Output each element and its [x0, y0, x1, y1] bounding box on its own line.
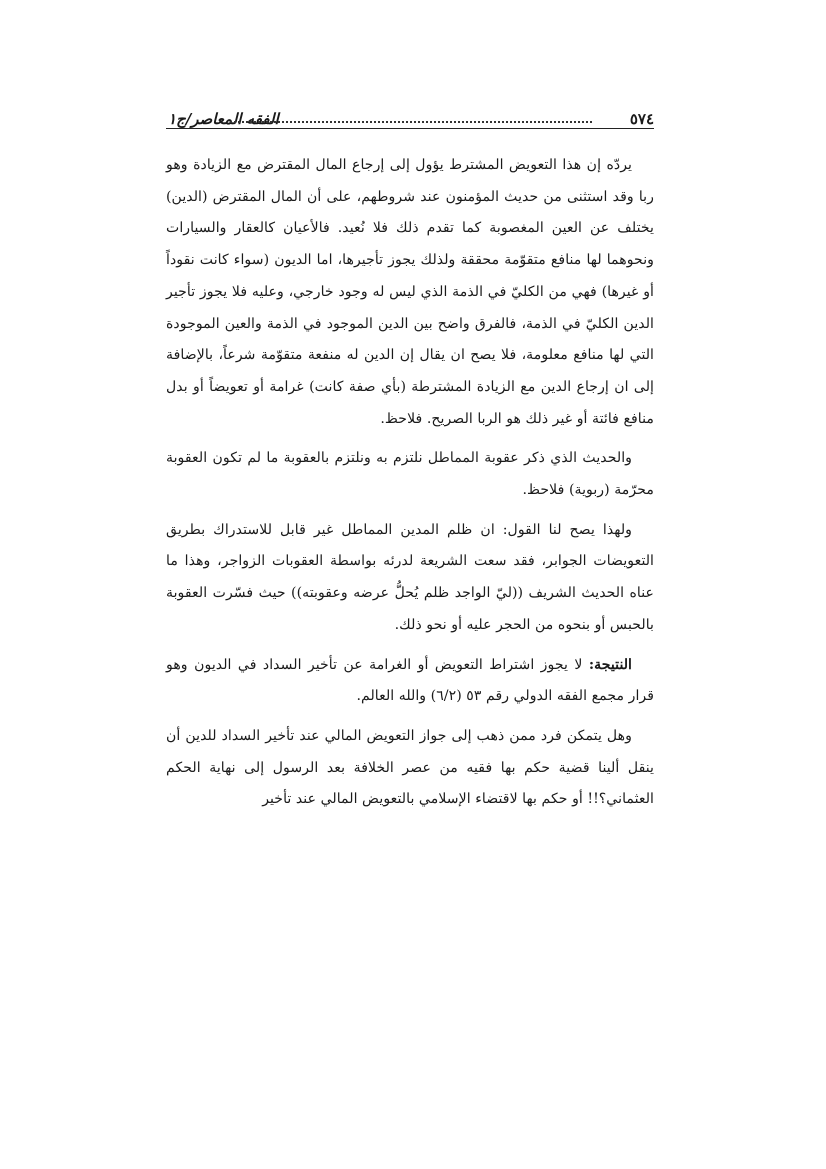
- result-text: لا يجوز اشتراط التعويض أو الغرامة عن تأخير السداد في الديون وهو قرار مجمع الفقه الدولي رقم ٥٣ (٦/٢) والله العالم.: [166, 656, 654, 705]
- paragraph-1: يردّه إن هذا التعويض المشترط يؤول إلى إرجاع المال المقترض مع الزيادة وهو ربا وقد استثنى من حديث المؤمنون عند شروطهم، على أن المال المقترض (الدين) يختلف عن العين المغصوبة كما تقدم ذلك فلا نُعيد. فالأعيان كالعقار والسيارات ونحوهما لها منافع متقوّمة محققة ولذلك يجوز تأجيرها، اما الديون (سواء كانت نقوداً أو غيرها) فهي من الكليّ في الذمة الذي ليس له وجود خارجي، وعليه فلا يجوز تأجير الدين الكليّ في الذمة، فالفرق واضح بين الدين الموجود في الذمة والعين الموجودة التي لها منافع معلومة، فلا يصح ان يقال إن الدين له منفعة متقوّمة شرعاً، بالإضافة إلى ان إرجاع الدين مع الزيادة المشترطة (بأي صفة كانت) غرامة أو تعويضاً أو بدل منافع فائتة أو غير ذلك هو الربا الصريح. فلاحظ.: [166, 157, 654, 427]
- result-paragraph: [166, 650, 654, 713]
- header-dotted-leader: [230, 121, 592, 123]
- page-header: [168, 98, 654, 128]
- page-body: [166, 150, 654, 824]
- page-number: ٥٧٤: [629, 110, 654, 128]
- paragraph-3: ولهذا يصح لنا القول: ان ظلم المدين المماطل غير قابل للاستدراك بطريق التعويضات الجوابر، فقد سعت الشريعة لدرئه بواسطة العقوبات الزواجر، وهذا ما عناه الحديث الشريف ((ليّ الواجد ظلم يُحلُّ عرضه وعقوبته)) حيث فسّرت العقوبة بالحبس أو بنحوه من الحجر عليه أو نحو ذلك.: [166, 521, 654, 633]
- book-title: الفقه المعاصر/ج١: [168, 110, 279, 128]
- paragraph-2: والحديث الذي ذكر عقوبة المماطل نلتزم به ونلتزم بالعقوبة ما لم تكون العقوبة محرّمة (ربوية) فلاحظ.: [166, 450, 654, 499]
- result-label: النتيجة:: [588, 656, 632, 673]
- header-rule: [166, 128, 654, 129]
- paragraph-5: وهل يتمكن فرد ممن ذهب إلى جواز التعويض المالي عند تأخير السداد للدين أن ينقل ألينا قضية حكم بها فقيه من عصر الخلافة بعد الرسول إلى نهاية الحكم العثماني؟!! أو حكم بها لاقتضاء الإسلامي بالتعويض المالي عند تأخير: [166, 727, 654, 808]
